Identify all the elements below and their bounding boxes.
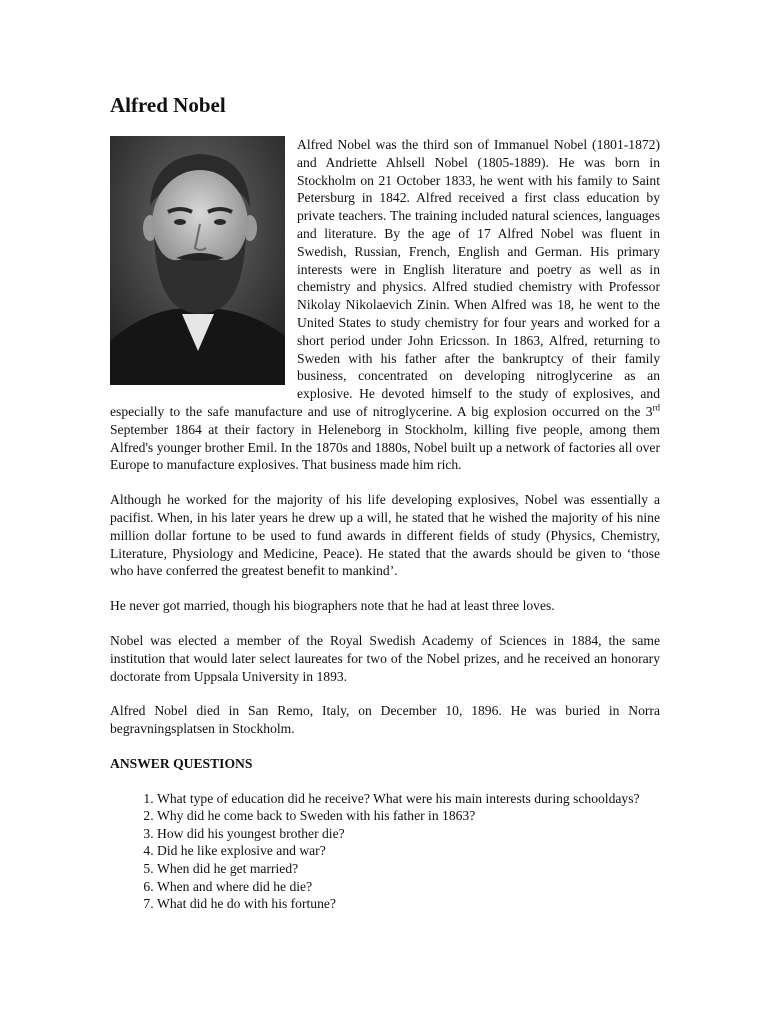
question-item: 2. Why did he come back to Sweden with his father in 1863? [157, 807, 660, 825]
question-item: 1. What type of education did he receive? What were his main interests during schooldays? [157, 790, 660, 808]
questions-heading: ANSWER QUESTIONS [110, 755, 253, 771]
paragraph-marriage: He never got married, though his biographers note that he had at least three loves. [110, 598, 555, 614]
question-item: 5. When did he get married? [157, 860, 660, 878]
document-title: Alfred Nobel [110, 93, 226, 117]
paragraph-pacifist: Although he worked for the majority of his life developing explosives, Nobel was essentially a pacifist. When, in his later years he drew up a will, he stated that he wished the majority of his nine million dollar fortune to be used to fund awards in different fields of study (Physics, Chemistry, Literature, Physiology and Medicine, Peace). He stated that the awards should be given to ‘those who have conferred the greatest benefit to mankind’. [110, 492, 660, 579]
paragraph-academy: Nobel was elected a member of the Royal Swedish Academy of Sciences in 1884, the same institution that would later select laureates for two of the Nobel prizes, and he received an honorary doctorate from Uppsala University in 1893. [110, 632, 660, 684]
document-page [110, 92, 660, 913]
intro-superscript: rd [652, 402, 660, 413]
portrait-image [110, 136, 285, 385]
question-item: 3. How did his youngest brother die? [157, 825, 660, 843]
portrait-illustration [110, 136, 285, 385]
paragraph-death: Alfred Nobel died in San Remo, Italy, on December 10, 1896. He was buried in Norra begravningsplatsen in Stockholm. [110, 703, 660, 737]
intro-text-part2: September 1864 at their factory in Heleneborg in Stockholm, killing five people, among them Alfred's younger brother Emil. In the 1870s and 1880s, Nobel built up a network of factories all over Europe to manufacture explosives. That business made him rich. [110, 421, 660, 473]
question-item: 4. Did he like explosive and war? [157, 842, 660, 860]
question-item: 7. What did he do with his fortune? [157, 895, 660, 913]
question-item: 6. When and where did he die? [157, 878, 660, 896]
questions-list [110, 790, 660, 913]
intro-text-part1: Alfred Nobel was the third son of Immanuel Nobel (1801-1872) and Andriette Ahlsell Nobel (1805-1889). He was born in Stockholm on 21 October 1833, he went with his family to Saint Petersburg in 1842. Alfred received a first class education by private teachers. The training included natural sciences, languages and literature. By the age of 17 Alfred Nobel was fluent in Swedish, Russian, French, English and German. His primary interests were in English literature and poetry as well as in chemistry and physics. Alfred studied chemistry with Professor Nikolay Nikolaevich Zinin. When Alfred was 18, he went to the United States to study chemistry for four years and worked for a short period under John Ericsson. In 1863, Alfred, returning to Sweden with his father after the bankruptcy of their family business, concentrated on developing nitroglycerine as an explosive. He devoted himself to the study of explosives, and especially to the safe manufacture and use of nitroglycerine. A big explosion occurred on the 3 [110, 137, 660, 419]
